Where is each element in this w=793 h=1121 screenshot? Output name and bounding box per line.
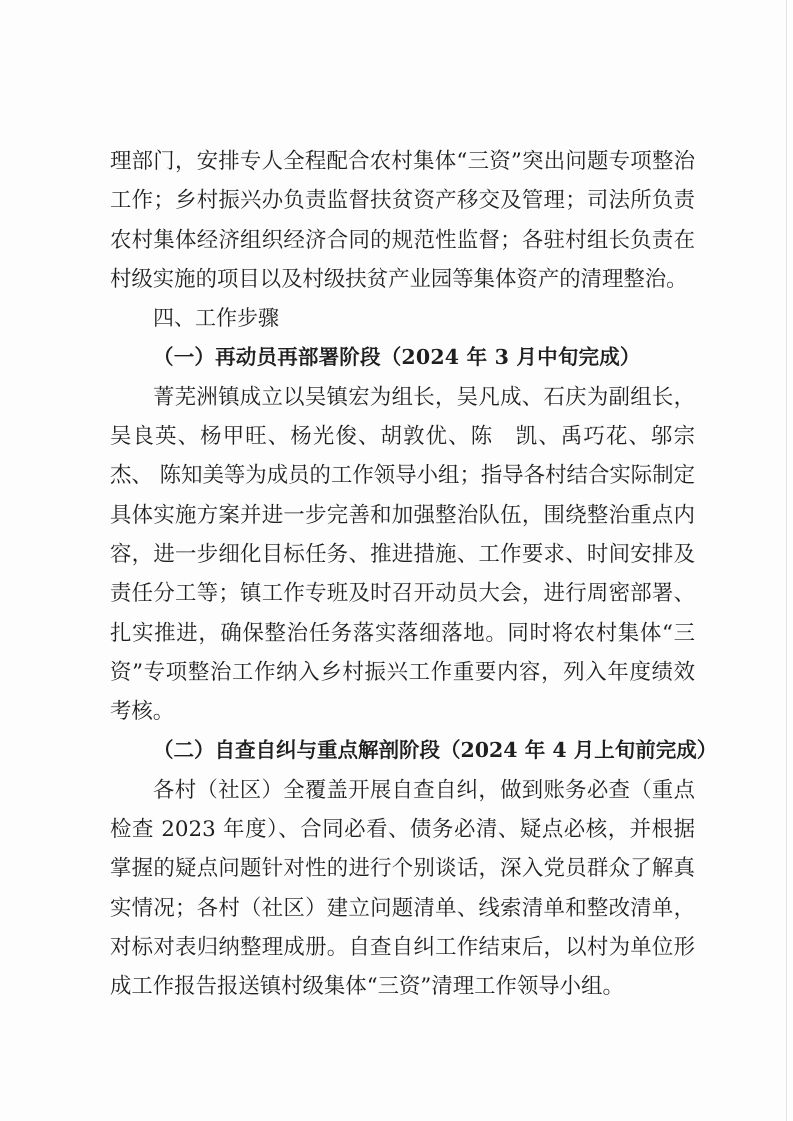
section-heading-work-steps: 四、工作步骤 bbox=[153, 306, 279, 331]
paragraph-intro-continued: 理部门，安排专人全程配合农村集体“三资”突出问题专项整治工作；乡村振兴办负责监督扶贫资产移交及管理；司法所负责农村集体经济组织经济合同的规范性监督；各驻村组长负责在村级实施的项目以及村级扶贫产业园等集体资产的清理整治。 bbox=[110, 149, 695, 292]
subheading-step-2: （二）自查自纠与重点解剖阶段（2024 年 4 月上旬前完成） bbox=[153, 738, 718, 763]
subheading-step-1: （一）再动员再部署阶段（2024 年 3 月中旬完成） bbox=[153, 345, 641, 370]
scan-edge-line bbox=[786, 0, 787, 1121]
paragraph-step-1: 菁芜洲镇成立以吴镇宏为组长，吴凡成、石庆为副组长，吴良英、杨甲旺、杨光俊、胡敦优、陈 凯、禹巧花、邬宗杰、 陈知美等为成员的工作领导小组；指导各村结合实际制定具体实施方案并进一步完善和加强整治队伍，围绕整治重点内容，进一步细化目标任务、推进措施、工作要求、时间安排及责任分工等；镇工作专班及时召开动员大会，进行周密部署、扎实推进，确保整治任务落实落细落地。同时将农村集体“三资”专项整治工作纳入乡村振兴工作重要内容，列入年度绩效考核。 bbox=[110, 384, 695, 725]
paragraph-step-2: 各村（社区）全覆盖开展自查自纠，做到账务必查（重点检查 2023 年度）、合同必看、债务必清、疑点必核，并根据掌握的疑点问题针对性的进行个别谈话，深入党员群众了解真实情况；各村（社区）建立问题清单、线索清单和整改清单，对标对表归纳整理成册。自查自纠工作结束后，以村为单位形成工作报告报送镇村级集体“三资”清理工作领导小组。 bbox=[110, 777, 695, 1000]
document-body bbox=[110, 142, 718, 1007]
